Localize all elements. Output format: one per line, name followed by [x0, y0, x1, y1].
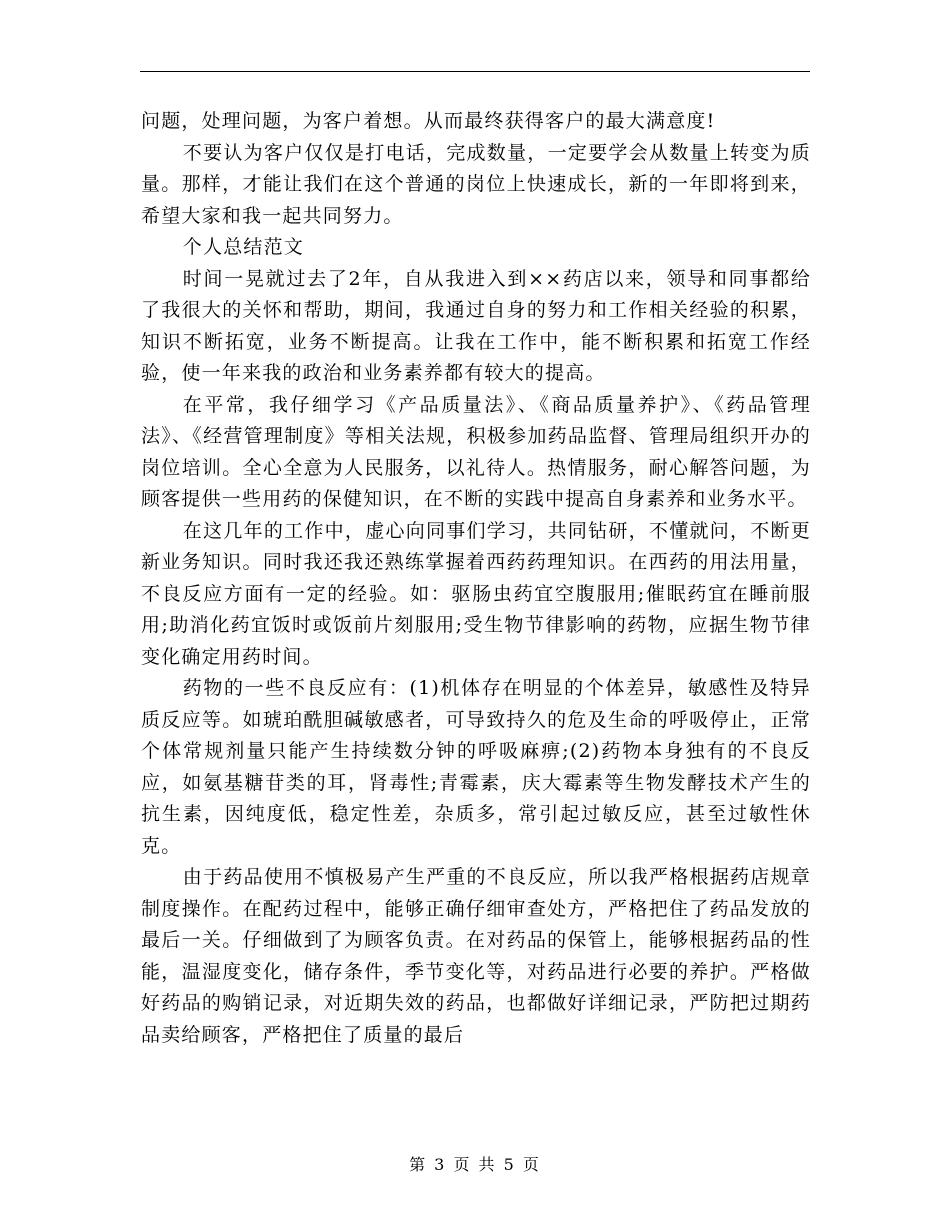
page-footer: [0, 1152, 950, 1175]
paragraph-6: 在这几年的工作中，虚心向同事们学习，共同钻研，不懂就问，不断更新业务知识。同时我还我还熟练掌握着西药药理知识。在西药的用法用量，不良反应方面有一定的经验。如：驱肠虫药宜空腹服用;催眠药宜在睡前服用;助消化药宜饭时或饭前片刻服用;受生物节律影响的药物，应据生物节律变化确定用药时间。: [141, 519, 811, 668]
paragraph-4: 时间一晃就过去了2年，自从我进入到××药店以来，领导和同事都给了我很大的关怀和帮助，期间，我通过自身的努力和工作相关经验的积累，知识不断拓宽，业务不断提高。让我在工作中，能不断积累和拓宽工作经验，使一年来我的政治和业务素养都有较大的提高。: [141, 267, 811, 384]
page-number-label: 第 3 页 共 5 页: [409, 1155, 541, 1174]
paragraph-7: 药物的一些不良反应有：(1)机体存在明显的个体差异，敏感性及特异质反应等。如琥珀酰胆碱敏感者，可导致持久的危及生命的呼吸停止，正常个体常规剂量只能产生持续数分钟的呼吸麻痹;(2)药物本身独有的不良反应，如氨基糖苷类的耳，肾毒性;青霉素，庆大霉素等生物发酵技术产生的抗生素，因纯度低，稳定性差，杂质多，常引起过敏反应，甚至过敏性休克。: [141, 677, 811, 857]
paragraph-1: 问题，处理问题，为客户着想。从而最终获得客户的最大满意度!: [141, 110, 716, 132]
paragraph-5: 在平常，我仔细学习《产品质量法》、《商品质量养护》、《药品管理法》、《经营管理制度》等相关法规，积极参加药品监督、管理局组织开办的岗位培训。全心全意为人民服务，以礼待人。热情服务，耐心解答问题，为顾客提供一些用药的保健知识，在不断的实践中提高自身素养和业务水平。: [141, 393, 811, 510]
paragraph-2: 不要认为客户仅仅是打电话，完成数量，一定要学会从数量上转变为质量。那样，才能让我们在这个普通的岗位上快速成长，新的一年即将到来，希望大家和我一起共同努力。: [141, 141, 811, 227]
document-body: [141, 106, 811, 1051]
header-rule: [140, 71, 810, 72]
paragraph-8: 由于药品使用不慎极易产生严重的不良反应，所以我严格根据药店规章制度操作。在配药过程中，能够正确仔细审查处方，严格把住了药品发放的最后一关。仔细做到了为顾客负责。在对药品的保管上，能够根据药品的性能，温湿度变化，储存条件，季节变化等，对药品进行必要的养护。严格做好药品的购销记录，对近期失效的药品，也都做好详细记录，严防把过期药品卖给顾客，严格把住了质量的最后: [141, 866, 811, 1046]
section-heading: 个人总结范文: [182, 236, 304, 258]
